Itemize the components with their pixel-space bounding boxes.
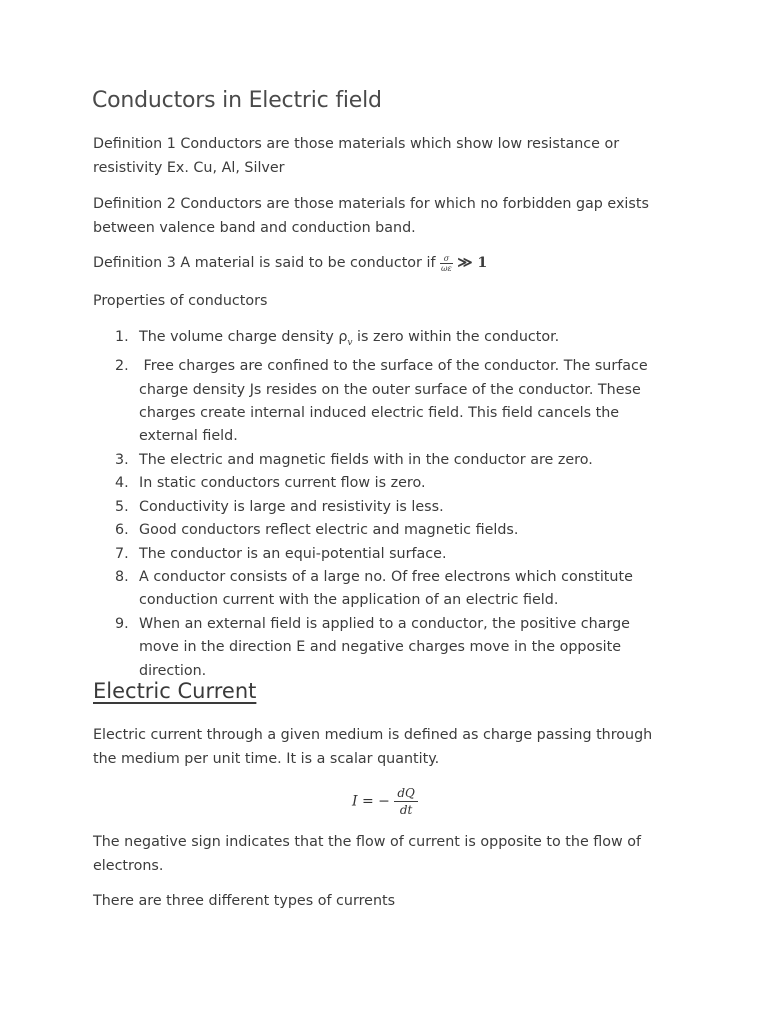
definition-2-line-2: between valence band and conduction band. bbox=[93, 219, 416, 236]
list-item-text: external field. bbox=[139, 428, 238, 445]
list-item-text: The conductor is an equi-potential surface. bbox=[139, 545, 447, 562]
current-equation bbox=[352, 785, 418, 818]
list-item-number: 8. bbox=[115, 568, 129, 585]
list-item-number: 5. bbox=[115, 498, 129, 515]
list-item-text: conduction current with the application of an electric field. bbox=[139, 592, 559, 609]
negative-sign-note-line-1: The negative sign indicates that the flow of current is opposite to the flow of bbox=[93, 834, 642, 850]
list-item-text: is zero within the conductor. bbox=[352, 329, 560, 345]
equation-numerator: dQ bbox=[394, 785, 418, 802]
negative-sign-note bbox=[93, 831, 641, 878]
list-item bbox=[93, 543, 683, 566]
list-item-number: 2. bbox=[115, 358, 129, 375]
list-item bbox=[93, 472, 683, 495]
section-heading-electric-current: Electric Current bbox=[93, 679, 257, 703]
list-item-text: charges create internal induced electric field. This field cancels the bbox=[139, 405, 620, 422]
equation-lhs: I = − bbox=[352, 793, 390, 810]
list-item bbox=[93, 496, 683, 519]
definition-3 bbox=[93, 252, 487, 276]
list-item-text: The electric and magnetic fields with in the conductor are zero. bbox=[139, 451, 593, 468]
definition-2-line-1: Definition 2 Conductors are those materials for which no forbidden gap exists bbox=[93, 196, 649, 212]
definition-3-relation: ≫ 1 bbox=[457, 255, 488, 271]
list-item bbox=[93, 613, 683, 683]
definition-1-line-1: Definition 1 Conductors are those materials which show low resistance or bbox=[93, 136, 620, 152]
list-item bbox=[93, 449, 683, 472]
definition-2 bbox=[93, 193, 649, 240]
list-item-number: 6. bbox=[115, 522, 129, 539]
definition-3-fraction bbox=[440, 254, 453, 273]
list-item bbox=[93, 355, 683, 449]
list-item-number: 7. bbox=[115, 545, 129, 562]
list-item-text: In static conductors current flow is zero. bbox=[139, 475, 426, 492]
list-item-text: Good conductors reflect electric and magnetic fields. bbox=[139, 522, 519, 539]
list-item bbox=[93, 326, 683, 355]
list-item-text: direction. bbox=[139, 662, 207, 679]
equation-fraction bbox=[394, 785, 418, 818]
list-item-subscript: v bbox=[347, 337, 353, 348]
current-definition-line-1: Electric current through a given medium is defined as charge passing through bbox=[93, 727, 653, 743]
definition-1 bbox=[93, 133, 619, 180]
list-item-text: Conductivity is large and resistivity is less. bbox=[139, 498, 444, 515]
definition-3-text: Definition 3 A material is said to be conductor if bbox=[93, 255, 436, 271]
list-item-number: 1. bbox=[115, 329, 129, 345]
current-definition bbox=[93, 724, 652, 771]
list-item-number: 9. bbox=[115, 615, 129, 632]
equation-denominator: dt bbox=[399, 803, 413, 817]
list-item bbox=[93, 566, 683, 613]
properties-list bbox=[93, 326, 683, 683]
list-item-number: 4. bbox=[115, 475, 129, 492]
list-item-text: When an external field is applied to a conductor, the positive charge bbox=[139, 615, 630, 632]
list-item-text: charge density Js resides on the outer surface of the conductor. These bbox=[139, 381, 641, 398]
definition-3-denominator: ωε bbox=[441, 263, 452, 273]
list-item-text: Free charges are confined to the surface of the conductor. The surface bbox=[139, 358, 648, 375]
list-item-text: The volume charge density ρ bbox=[139, 329, 348, 345]
negative-sign-note-line-2: electrons. bbox=[93, 857, 164, 874]
list-item-text: A conductor consists of a large no. Of free electrons which constitute bbox=[139, 568, 633, 585]
definition-3-numerator: σ bbox=[440, 254, 453, 264]
current-definition-line-2: the medium per unit time. It is a scalar quantity. bbox=[93, 750, 440, 767]
definition-1-line-2: resistivity Ex. Cu, Al, Silver bbox=[93, 159, 285, 176]
list-item bbox=[93, 519, 683, 542]
page-title: Conductors in Electric field bbox=[92, 88, 382, 113]
properties-heading: Properties of conductors bbox=[93, 293, 268, 309]
current-types-intro: There are three different types of currents bbox=[93, 893, 396, 909]
list-item-text: move in the direction E and negative charges move in the opposite bbox=[139, 639, 622, 656]
list-item-number: 3. bbox=[115, 451, 129, 468]
